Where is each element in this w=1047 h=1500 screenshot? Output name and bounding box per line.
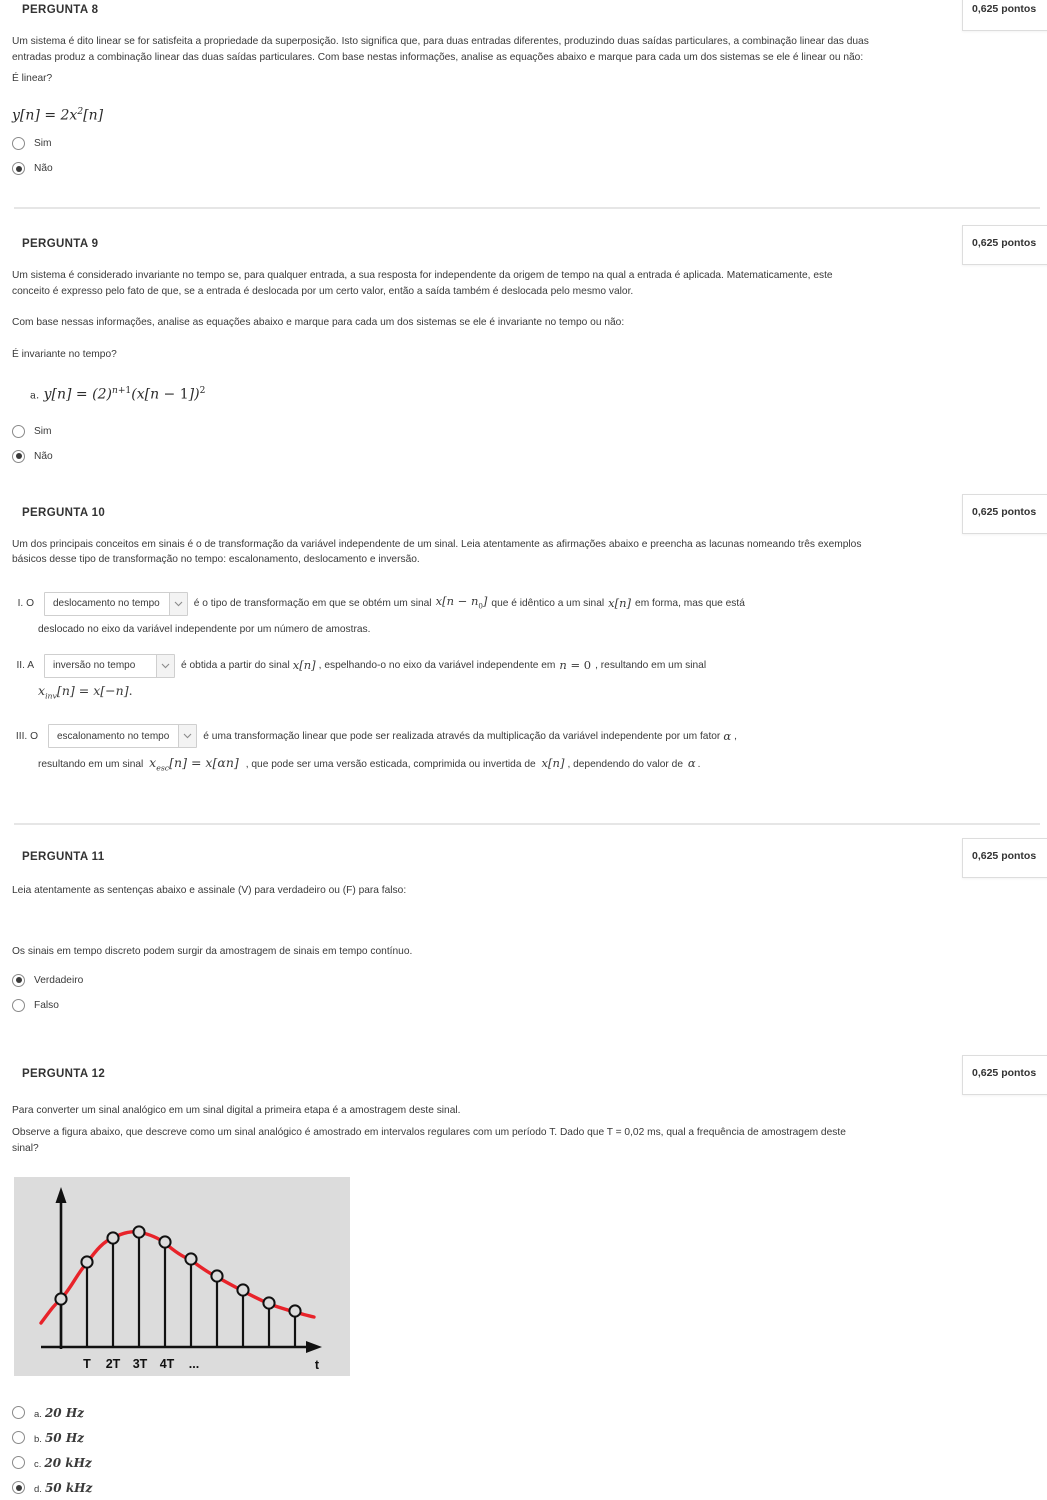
- option-letter-12-d: d.: [34, 1483, 42, 1495]
- option-label-8-nao: Não: [34, 163, 53, 175]
- question-points-10: 0,625 pontos: [972, 505, 1037, 518]
- option-label-12-b: [34, 1431, 84, 1445]
- formula-9: a. $y[n] = (2)^{n+1}(x[n - 1])^2$: [30, 386, 206, 403]
- question-text-11: Leia atentamente as sentenças abaixo e assinale (V) para verdadeiro ou (F) para falso:: [12, 884, 407, 896]
- question-text-8: Um sistema é dito linear se for satisfeita a propriedade da superposição. Isto significa que, para duas entradas diferentes, produzindo duas saídas particulares, a combinação linear das duas entradas produz a combinação linear das duas saídas particulares. Com base nestas informações, analise as equações abaixo e marque para cada um dos sistemas se ele é linear ou não:: [12, 36, 869, 63]
- question-header-9: [0, 234, 1047, 268]
- radio-11-falso[interactable]: [12, 999, 25, 1012]
- figure-tick-label-ellipsis: ...: [188, 1357, 200, 1372]
- dropdown-statement-2[interactable]: [44, 654, 175, 678]
- statement-2-after-b: , espelhando-o no eixo da variável independente em: [318, 660, 556, 672]
- dropdown-statement-1-value: deslocamento no tempo: [53, 598, 160, 610]
- sampling-figure: [14, 1177, 350, 1376]
- figure-tick-label-3T: 3T: [132, 1357, 148, 1372]
- statement-2-math-b: n = 0: [559, 658, 592, 673]
- option-row-8-sim[interactable]: [12, 131, 1033, 156]
- statement-1: [12, 592, 1033, 638]
- question-points-box-8: [962, 0, 1047, 31]
- chevron-down-icon[interactable]: [178, 725, 196, 747]
- option-letter-12-a: a.: [34, 1408, 42, 1420]
- question-prompt-8: É linear?: [12, 73, 53, 84]
- option-row-8-nao[interactable]: [12, 156, 1033, 181]
- statement-3-second-line: [12, 754, 1033, 777]
- question-body-9: [0, 268, 1047, 469]
- dropdown-statement-1[interactable]: [44, 592, 188, 616]
- figure-tick-label-2T: 2T: [105, 1357, 121, 1372]
- option-row-11-falso[interactable]: [12, 993, 1033, 1018]
- question-block-8: [0, 0, 1047, 181]
- statement-2-num: II. A: [16, 660, 34, 672]
- dropdown-statement-3[interactable]: [48, 724, 197, 748]
- question-text-9: Um sistema é considerado invariante no tempo se, para qualquer entrada, a sua resposta for independente da origem de tempo na qual a entrada é aplicada. Matematicamente, este conceito é expresso pelo fato de que, se a entrada é deslocada por um certo valor, então a saída também é deslocada pelo mesmo valor.: [12, 270, 833, 297]
- option-value-12-a: 20 Hz: [44, 1405, 84, 1420]
- statement-3: [12, 724, 1033, 777]
- radio-8-nao[interactable]: [12, 162, 25, 175]
- statement-3-second-mid: , que pode ser uma versão esticada, comprimida ou invertida de: [245, 759, 536, 771]
- radio-12-b[interactable]: [12, 1431, 25, 1444]
- question-header-10: [0, 503, 1047, 537]
- question-text-12a: Para converter um sinal analógico em um sinal digital a primeira etapa é a amostragem deste sinal.: [12, 1104, 461, 1116]
- question-title-9: PERGUNTA 9: [22, 238, 99, 251]
- statement-1-second-line: deslocado no eixo da variável independente por um número de amostras.: [38, 623, 371, 635]
- option-row-12-c[interactable]: [12, 1450, 1033, 1475]
- question-title-12: PERGUNTA 12: [22, 1067, 106, 1080]
- question-points-box-11: [962, 838, 1047, 878]
- chevron-down-icon[interactable]: [169, 593, 187, 615]
- statement-1-math-b: x[n]: [608, 596, 632, 611]
- question-points-11: 0,625 pontos: [972, 849, 1037, 862]
- statement-3-math-a: α: [723, 728, 732, 743]
- question-title-11: PERGUNTA 11: [22, 850, 105, 863]
- statement-3-second-pre: resultando em um sinal: [38, 759, 144, 771]
- question-points-box-10: [962, 494, 1047, 534]
- question-header-12: [0, 1064, 1047, 1098]
- statement-1-math-a: $x[n - n_0]$: [435, 594, 488, 611]
- question-block-11: [0, 847, 1047, 1018]
- question-body-12: [0, 1103, 1047, 1157]
- statement-3-math-d: α: [687, 756, 696, 771]
- option-row-11-verdadeiro[interactable]: [12, 968, 1033, 993]
- radio-11-verdadeiro[interactable]: [12, 974, 25, 987]
- question-points-12: 0,625 pontos: [972, 1066, 1037, 1079]
- statement-2-math-a: x[n]: [292, 658, 316, 673]
- radio-12-d[interactable]: [12, 1481, 25, 1494]
- statement-3-num: III. O: [15, 730, 38, 742]
- question-body-11: [0, 883, 1047, 1018]
- option-letter-12-b: b.: [34, 1433, 42, 1445]
- option-row-9-nao[interactable]: [12, 444, 1033, 469]
- option-value-12-b: 50 Hz: [44, 1430, 84, 1445]
- option-row-9-sim[interactable]: [12, 419, 1033, 444]
- statement-2-second-line: $x_{inv}[n] = x[-n]$.: [38, 682, 133, 701]
- question-statement-11: Os sinais em tempo discreto podem surgir da amostragem de sinais em tempo contínuo.: [12, 946, 413, 958]
- figure-tick-label-4T: 4T: [159, 1357, 175, 1372]
- question-points-box-12: [962, 1055, 1047, 1095]
- dropdown-statement-3-value: escalonamento no tempo: [57, 730, 170, 742]
- option-label-9-sim: Sim: [34, 425, 52, 437]
- option-row-12-a[interactable]: [12, 1400, 1033, 1425]
- sampling-figure-svg: [14, 1177, 350, 1376]
- statement-2-after-a: é obtida a partir do sinal: [181, 660, 290, 672]
- radio-9-sim[interactable]: [12, 425, 25, 438]
- chevron-down-icon[interactable]: [156, 655, 174, 677]
- question-intro-10: Um dos principais conceitos em sinais é o de transformação da variável independente de um sinal. Leia atentamente as afirmações abaixo e preencha as lacunas nomeando três exemplos básicos desse tipo de transformação no tempo: escalonamento, deslocamento e inversão.: [12, 538, 862, 566]
- question-options-12: [0, 1400, 1047, 1500]
- question-body-8: [0, 34, 1047, 181]
- statement-1-num: I. O: [17, 598, 34, 610]
- formula-8: $y[n] = 2x^2[n]$: [12, 106, 104, 124]
- option-label-12-a: [34, 1406, 84, 1420]
- statement-3-second-post: , dependendo do valor de: [567, 759, 683, 771]
- statement-3-math-c: x[n]: [541, 756, 565, 771]
- statement-2: [12, 654, 1033, 705]
- question-header-11: [0, 847, 1047, 881]
- question-body-10: [0, 537, 1047, 777]
- radio-12-a[interactable]: [12, 1406, 25, 1419]
- option-label-12-c: [34, 1456, 92, 1470]
- radio-8-sim[interactable]: [12, 137, 25, 150]
- option-row-12-d[interactable]: [12, 1475, 1033, 1500]
- statement-2-after-c: , resultando em um sinal: [595, 660, 707, 672]
- statement-3-second-end: .: [697, 759, 701, 771]
- question-block-9: [0, 234, 1047, 469]
- question-points-box-9: [962, 225, 1047, 265]
- question-text-12b: Observe a figura abaixo, que descreve como um sinal analógico é amostrado em intervalos regulares com um período T. Dado que T = 0,02 ms, qual a frequência de amostragem deste sinal?: [12, 1127, 846, 1154]
- question-header-8: [0, 0, 1047, 34]
- question-title-8: PERGUNTA 8: [22, 4, 99, 16]
- option-label-11-verdadeiro: Verdadeiro: [34, 974, 84, 986]
- statement-3-after-a: é uma transformação linear que pode ser realizada através da multiplicação da variável independente por um fator: [203, 730, 721, 742]
- question-title-10: PERGUNTA 10: [22, 506, 106, 519]
- question-text-9b: Com base nessas informações, analise as equações abaixo e marque para cada um dos sistemas se ele é invariante no tempo ou não:: [12, 317, 625, 329]
- option-label-12-d: [34, 1481, 92, 1495]
- question-points-9: 0,625 pontos: [972, 237, 1037, 250]
- option-row-12-b[interactable]: [12, 1425, 1033, 1450]
- statement-3-math-b: $x_{esc}[n] = x[\alpha n]$: [149, 755, 243, 773]
- option-label-9-nao: Não: [34, 450, 53, 462]
- question-prompt-9: É invariante no tempo?: [12, 348, 117, 360]
- statement-3-after-b: ,: [734, 730, 737, 742]
- question-block-12: [0, 1064, 1047, 1500]
- statement-1-after-c: em forma, mas que está: [635, 598, 745, 610]
- radio-9-nao[interactable]: [12, 450, 25, 463]
- statement-1-after-b: que é idêntico a um sinal: [491, 598, 605, 610]
- option-value-12-c: 20 kHz: [44, 1455, 92, 1470]
- dropdown-statement-2-value: inversão no tempo: [53, 660, 136, 672]
- question-points-8: 0,625 pontos: [972, 3, 1037, 15]
- question-block-10: [0, 503, 1047, 777]
- option-value-12-d: 50 kHz: [44, 1480, 93, 1495]
- option-label-11-falso: Falso: [34, 999, 59, 1011]
- option-letter-12-c: c.: [34, 1458, 42, 1470]
- figure-axis-label-t: t: [314, 1358, 320, 1373]
- statement-1-after-a: é o tipo de transformação em que se obtém um sinal: [193, 598, 432, 610]
- option-label-8-sim: Sim: [34, 138, 52, 150]
- radio-12-c[interactable]: [12, 1456, 25, 1469]
- figure-tick-label-T: T: [83, 1357, 91, 1372]
